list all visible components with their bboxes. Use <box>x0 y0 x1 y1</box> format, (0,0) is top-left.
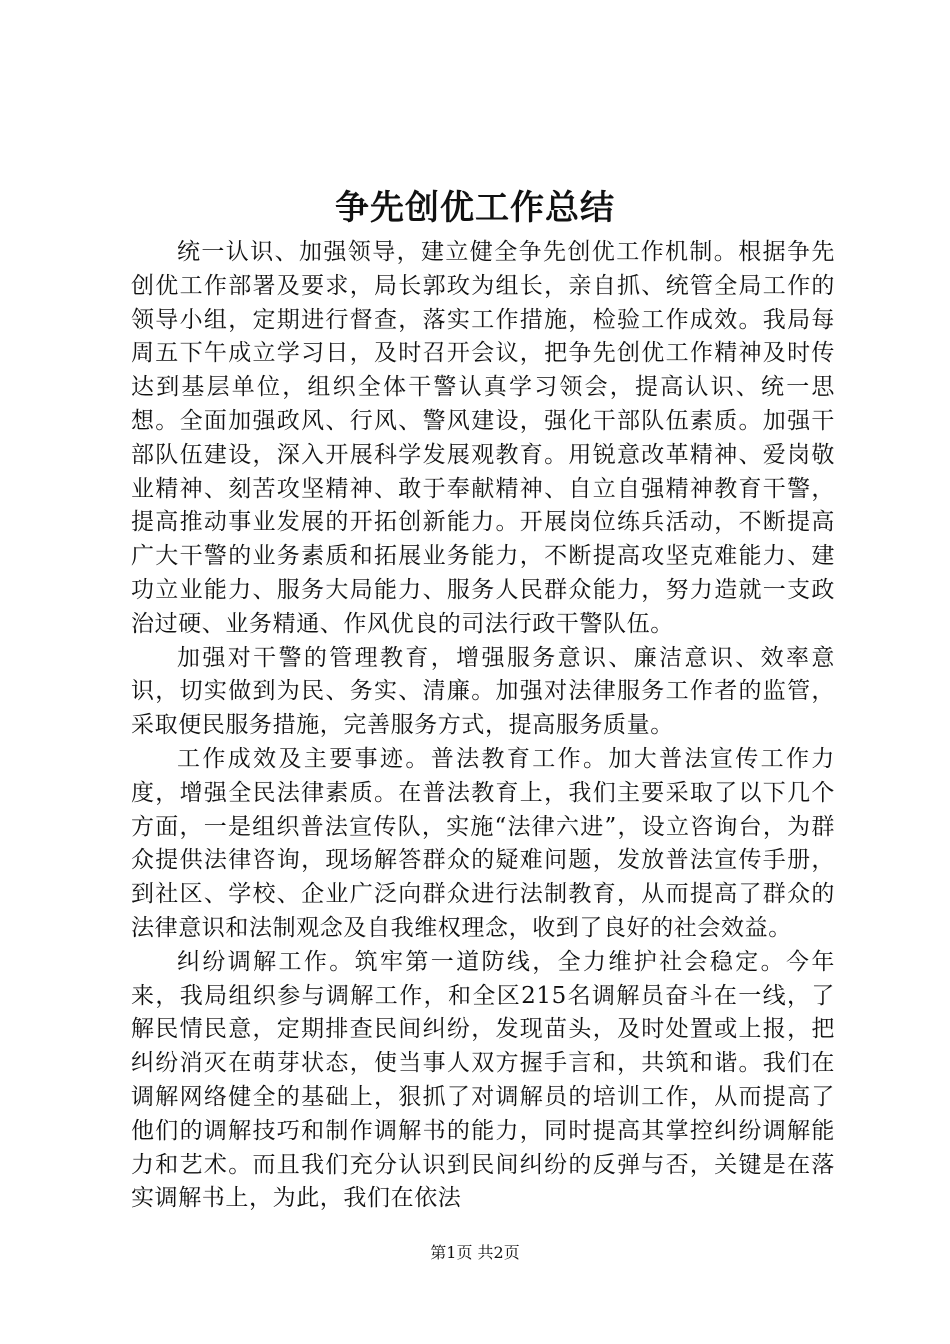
paragraph-2: 加强对干警的管理教育，增强服务意识、廉洁意识、效率意识，切实做到为民、务实、清廉。加强对法律服务工作者的监管，采取便民服务措施，完善服务方式，提高服务质量。 <box>131 644 835 739</box>
page-number-footer: 第1页 共2页 <box>430 1243 520 1262</box>
paragraph-1: 统一认识、加强领导，建立健全争先创优工作机制。根据争先创优工作部署及要求，局长郭玫为组长，亲自抓、统管全局工作的领导小组，定期进行督查，落实工作措施，检验工作成效。我局每周五下午成立学习日，及时召开会议，把争先创优工作精神及时传达到基层单位，组织全体干警认真学习领会，提高认识、统一思想。全面加强政风、行风、警风建设，强化干部队伍素质。加强干部队伍建设，深入开展科学发展观教育。用锐意改革精神、爱岗敬业精神、刻苦攻坚精神、敢于奉献精神、自立自强精神教育干警，提高推动事业发展的开拓创新能力。开展岗位练兵活动，不断提高广大干警的业务素质和拓展业务能力，不断提高攻坚克难能力、建功立业能力、服务大局能力、服务人民群众能力，努力造就一支政治过硬、业务精通、作风优良的司法行政干警队伍。 <box>131 239 835 637</box>
paragraph-4: 纠纷调解工作。筑牢第一道防线，全力维护社会稳定。今年来，我局组织参与调解工作，和全区215名调解员奋斗在一线，了解民情民意，定期排查民间纠纷，发现苗头，及时处置或上报，把纠纷消灭在萌芽状态，使当事人双方握手言和，共筑和谐。我们在调解网络健全的基础上，狠抓了对调解员的培训工作，从而提高了他们的调解技巧和制作调解书的能力，同时提高其掌控纠纷调解能力和艺术。而且我们充分认识到民间纠纷的反弹与否，关键是在落实调解书上，为此，我们在依法 <box>131 948 835 1212</box>
document-body <box>131 236 835 1216</box>
document-title: 争先创优工作总结 <box>335 188 615 228</box>
paragraph-3: 工作成效及主要事迹。普法教育工作。加大普法宣传工作力度，增强全民法律素质。在普法教育上，我们主要采取了以下几个方面，一是组织普法宣传队，实施“法律六进”，设立咨询台，为群众提供法律咨询，现场解答群众的疑难问题，发放普法宣传手册，到社区、学校、企业广泛向群众进行法制教育，从而提高了群众的法律意识和法制观念及自我维权理念，收到了良好的社会效益。 <box>131 745 835 941</box>
